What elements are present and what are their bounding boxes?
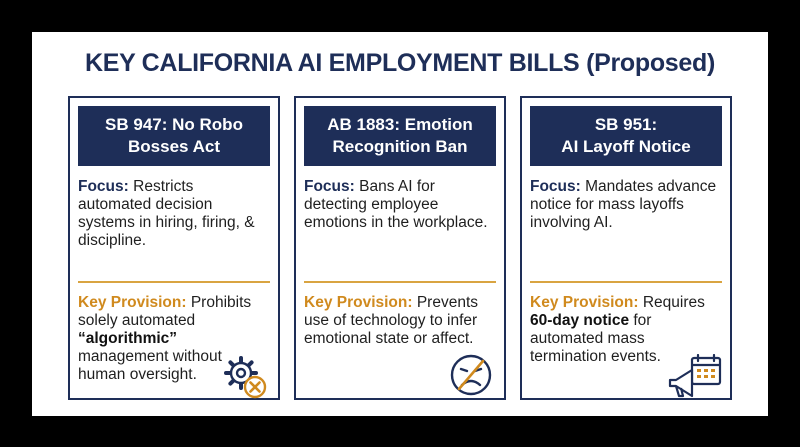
- focus-label: Focus:: [78, 178, 129, 195]
- provision-text-end: management without human oversight.: [78, 348, 222, 383]
- provision-label: Key Provision:: [78, 294, 187, 311]
- section-divider: [78, 281, 270, 283]
- bill-title-line-2: Recognition Ban: [332, 137, 468, 156]
- bill-title-line-2: AI Layoff Notice: [561, 137, 691, 156]
- provision-label: Key Provision:: [530, 294, 639, 311]
- focus-section: [530, 178, 722, 232]
- provision-text-end: for automated mass termination events.: [530, 312, 661, 365]
- bill-title-line-1: SB 947: No Robo: [105, 115, 243, 134]
- bill-card-ab1883: [294, 96, 506, 400]
- provision-section: [304, 294, 496, 348]
- focus-label: Focus:: [530, 178, 581, 195]
- provision-emphasis: 60-day notice: [530, 312, 630, 329]
- bill-card-header: [78, 106, 270, 166]
- focus-text: Bans AI for detecting employee emotions in the workplace.: [304, 178, 488, 231]
- focus-text: Restricts automated decision systems in hiring, firing, & discipline.: [78, 178, 255, 249]
- provision-emphasis: “algorithmic”: [78, 330, 178, 347]
- section-divider: [304, 281, 496, 283]
- bill-title-line-1: SB 951:: [594, 115, 658, 134]
- focus-section: [78, 178, 270, 250]
- section-divider: [530, 281, 722, 283]
- focus-text: Mandates advance notice for mass layoffs involving AI.: [530, 178, 717, 231]
- provision-label: Key Provision:: [304, 294, 413, 311]
- focus-label: Focus:: [304, 178, 355, 195]
- megaphone-calendar-icon: [666, 354, 724, 400]
- bill-card-sb951: [520, 96, 732, 400]
- bill-title-line-2: Bosses Act: [128, 137, 220, 156]
- bill-card-header: [304, 106, 496, 166]
- gear-x-icon: [222, 354, 268, 400]
- infographic-panel: [32, 32, 768, 416]
- bill-title-line-1: AB 1883: Emotion: [327, 115, 473, 134]
- provision-text: Prevents use of technology to infer emotional state or affect.: [304, 294, 479, 347]
- bill-card-sb947: [68, 96, 280, 400]
- bill-card-header: [530, 106, 722, 166]
- focus-section: [304, 178, 496, 232]
- provision-text: Requires: [642, 294, 705, 311]
- page-title: KEY CALIFORNIA AI EMPLOYMENT BILLS (Proposed): [84, 49, 716, 77]
- sad-face-slash-icon: [448, 352, 494, 398]
- provision-text: Prohibits solely automated: [78, 294, 252, 329]
